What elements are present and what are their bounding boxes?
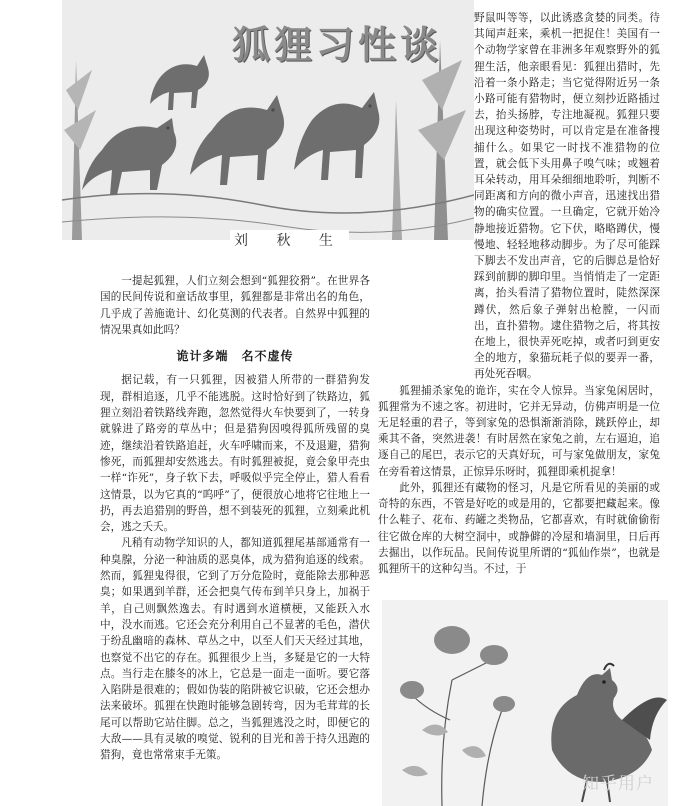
watermark: 知乎用户 (582, 774, 654, 794)
intro-paragraph: 一提起狐狸，人们立刻会想到“狐狸狡猾”。在世界各国的民间传说和童话故事里，狐狸都是非常出名的角色，几乎成了善施诡计、幻化莫测的代表者。自然界中狐狸的情况果真如此吗？ (100, 275, 370, 336)
right-paragraph: 此外，狐狸还有藏物的怪习，凡是它所看见的美丽的或奇特的东西，不管是好吃的或是用的，它都要把藏起来。像什么鞋子、花布、药罐之类物品，它都喜欢，有时就偷偷衔往它做仓库的大树空洞中，或静僻的冷屋和墙洞里，日后再去掘出，以作玩品。民间传说里所谓的“狐仙作崇”，也就是狐狸所干的这种勾当。不过，于 (378, 481, 660, 575)
right-paragraph: 狐狸捕杀家兔的诡诈，实在令人惊异。当家兔闲居时，狐狸常为不速之客。初进时，它并无异动，仿佛声明是一位无足轻重的君子，等到家兔的恐惧渐渐消除，跳跃停止，却乘其不备，突然进袭！有时居然在家兔之前，左右逼迫，追逐自己的尾巴，表示它的天真好玩，可与家兔做朋友，家兔在旁看着这情景，正惊异乐呀时，狐狸即乘机捉拿！ (378, 384, 660, 478)
section-heading: 诡计多端 名不虚传 (176, 349, 294, 364)
rooster-illustration (382, 600, 668, 806)
author-name: 刘 秋 生 (230, 230, 349, 250)
page-margin (0, 0, 62, 806)
article-title: 狐狸习性谈 (232, 23, 443, 67)
left-column (100, 273, 370, 764)
body-paragraph: 凡稍有动物学知识的人，都知道狐狸尾基部通常有一种臭腺，分泌一种油质的恶臭体，成为猎狗追逐的线索。然而，狐狸鬼得很，它到了万分危险时，竟能除去那种恶臭；如果遇到羊群，还会把臭气传布到羊只身上，加祸于羊，自己则飘然逸去。有时遇到水道横梗，又能跃入水中，没水而逃。它还会充分利用自己不显著的毛色，潜伏于纷乱幽暗的森林、草丛之中，以至人们天天经过其地，也察觉不出它的存在。狐狸很少上当，多疑是它的一大特点。当行走在膝冬的冰上，它总是一面走一面听。要它落入陷阱是很难的；假如伪装的陷阱被它识破，它还会想办法来破坏。狐狸在快跑时能够急剧转弯，因为毛茸茸的长尾可以帮助它站住脚。总之，当狐狸逃没之时，即便它的大敌——具有灵敏的嗅觉、锐利的目光和善于持久迅跑的猎狗，竟也常常束手无策。 (100, 537, 370, 762)
right-column (378, 10, 660, 577)
body-paragraph: 据记载，有一只狐狸，因被猎人所带的一群猎狗发现，群相追逐，几乎不能逃脱。这时恰好到了铁路边，狐狸立刻沿着铁路线奔跑，忽然觉得火车快要到了，一转身就躲进了路旁的草丛中；但是猎狗因嗅得狐所残留的臭迹，继续沿着铁路追赶，火车呼啸而来，不及退避，猎狗惨死，而狐狸却安然逃去。有时狐狸被捉，竟会象甲壳虫一样“诈死”，身子软下去，呼吸似乎完全停止，猎人看看这情景，以为它真的“呜呼”了，便很放心地将它往地上一扔，再去追猎别的野兽，想不到装死的狐狸，立刻乘此机会，逃之夭夭。 (100, 374, 370, 534)
right-paragraph: 野鼠叫等等，以此诱惑贪婪的同类。待其闻声赶来，乘机一把捉住！美国有一个动物学家曾在非洲多年观察野外的狐狸生活，他亲眼看见：狐狸出猎时，先沿着一条小路走；当它觉得附近另一条小路可能有猎物时，便立刻抄近路插过去，抬头扬脖，专注地凝视。狐狸只要出现这种姿势时，可以肯定是在准备搜捕什么。如果它一时找不准猎物的位置，就会低下头用鼻子嗅气味；或翘着耳朵转动，用耳朵细细地聆听，判断不同距离和方向的微小声音，迅速找出猎物的确实位置。一旦确定，它就开始冷静地接近猎物。它下伏，略略蹲伏，慢慢地、轻轻地移动脚步。为了尽可能踩下脚去不发出声音，它的后脚总是恰好踩到前脚的脚印里。当悄悄走了一定距离，抬头看清了猎物位置时，陡然深深蹲伏，然后象子弹射出枪膛，一闪而出，直扑猎物。逮住猎物之后，将其按在地上，很快弄死吃掉，或者叼到更安全的地方，象猫玩耗子似的要弄一番，再处死吞咽。 (474, 12, 660, 381)
